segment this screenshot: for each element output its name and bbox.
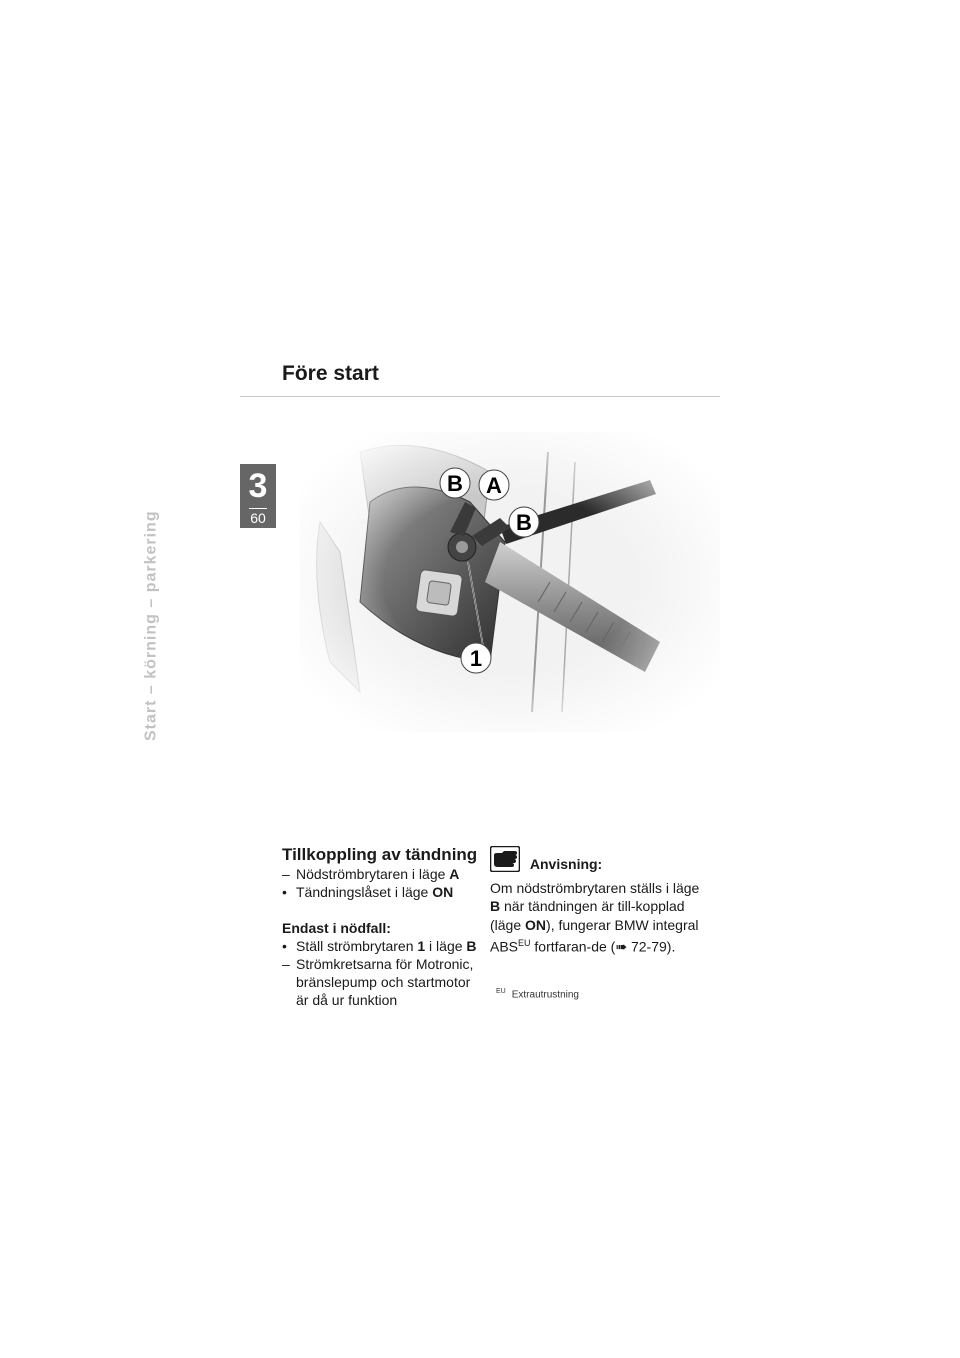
list-item: [282, 937, 482, 955]
list-item-text: i läge: [425, 938, 467, 954]
footnote-text: Extrautrustning: [511, 989, 579, 1001]
position-a: A: [449, 866, 460, 882]
list-item-text: Nödströmbrytaren i läge: [296, 866, 450, 882]
dash-marker: –: [282, 866, 290, 882]
note-text: Om nödströmbrytaren ställs i läge B när tändningen är till-kopplad (läge ON), fungerar BMW integral $ABS^{EU}$ fortfaran-de (➠ 72-79).: [490, 879, 700, 955]
label-1: 1: [469, 646, 483, 671]
ignition-section: [282, 845, 482, 1009]
footnote: [496, 988, 579, 1000]
page-title: Före start: [282, 362, 379, 385]
footnote-mark: EU: [496, 988, 506, 995]
list-item: [282, 883, 482, 901]
reference-arrow-icon: ➠: [615, 938, 628, 955]
list-item-text: Ställ strömbrytaren: [296, 938, 418, 954]
bullet-marker: •: [282, 938, 287, 954]
label-a: A: [486, 473, 502, 498]
note-section: [490, 846, 700, 956]
position-b: B: [466, 938, 477, 954]
emergency-subheading: Endast i nödfall:: [282, 920, 391, 936]
dash-marker: –: [282, 956, 290, 972]
title-divider: [240, 396, 720, 397]
chapter-number: 3: [248, 467, 268, 505]
list-item: [282, 865, 482, 883]
bullet-marker: •: [282, 884, 287, 900]
label-b-right: B: [516, 510, 532, 535]
list-item-text: Tändningslåset i läge: [296, 884, 433, 900]
list-item: [282, 955, 482, 1009]
position-on: ON: [432, 884, 454, 900]
note-heading: Anvisning:: [529, 856, 603, 872]
section-heading: Tillkoppling av tändning: [282, 845, 478, 864]
chapter-side-caption: Start – körning – parkering: [142, 510, 160, 741]
label-b-top: B: [447, 471, 463, 496]
page-number: 60: [250, 510, 266, 526]
list-item-text: Strömkretsarna för Motronic, bränslepump och startmotor är då ur funktion: [296, 956, 474, 1008]
handlebar-switch-illustration: [300, 432, 720, 732]
note-header: [490, 846, 700, 877]
switch-1: 1: [417, 938, 426, 954]
note-hand-icon: [490, 846, 520, 872]
